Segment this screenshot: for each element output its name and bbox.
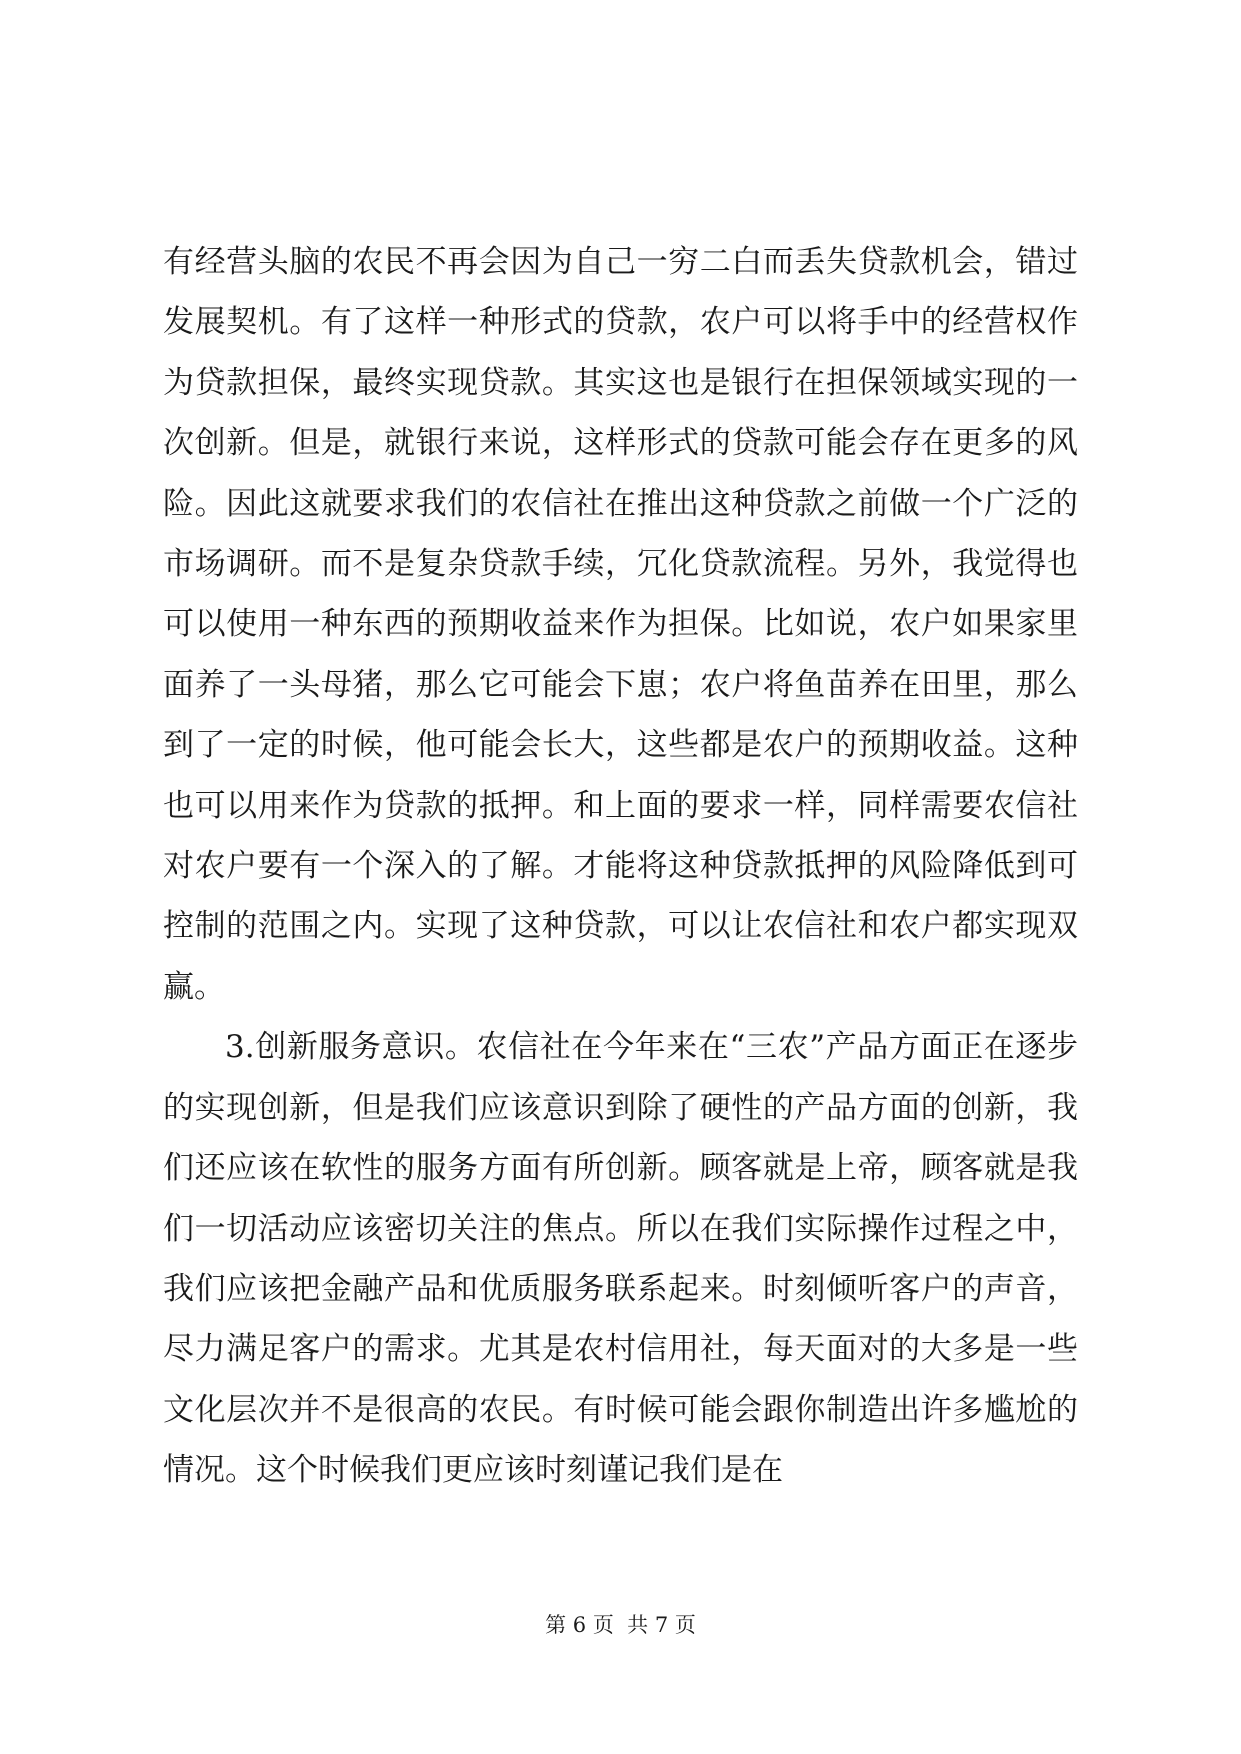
paragraph-section-3: 3.创新服务意识。农信社在今年来在“三农”产品方面正在逐步的实现创新，但是我们应该意识到除了硬性的产品方面的创新，我们还应该在软性的服务方面有所创新。顾客就是上帝，顾客就是我们一切活动应该密切关注的焦点。所以在我们实际操作过程之中，我们应该把金融产品和优质服务联系起来。时刻倾听客户的声音，尽力满足客户的需求。尤其是农村信用社，每天面对的大多是一些文化层次并不是很高的农民。有时候可能会跟你制造出许多尴尬的情况。这个时候我们更应该时刻谨记我们是在: [163, 1029, 1078, 1489]
document-body: [163, 232, 1078, 1501]
page-number-footer: 第 6 页 共 7 页: [545, 1613, 696, 1637]
paragraph-continued: 有经营头脑的农民不再会因为自己一穷二白而丢失贷款机会，错过发展契机。有了这样一种形式的贷款，农户可以将手中的经营权作为贷款担保，最终实现贷款。其实这也是银行在担保领域实现的一次创新。但是，就银行来说，这样形式的贷款可能会存在更多的风险。因此这就要求我们的农信社在推出这种贷款之前做一个广泛的市场调研。而不是复杂贷款手续，冗化贷款流程。另外，我觉得也可以使用一种东西的预期收益来作为担保。比如说，农户如果家里面养了一头母猪，那么它可能会下崽；农户将鱼苗养在田里，那么到了一定的时候，他可能会长大，这些都是农户的预期收益。这种也可以用来作为贷款的抵押。和上面的要求一样，同样需要农信社对农户要有一个深入的了解。才能将这种贷款抵押的风险降低到可控制的范围之内。实现了这种贷款，可以让农信社和农户都实现双赢。: [163, 244, 1078, 1005]
